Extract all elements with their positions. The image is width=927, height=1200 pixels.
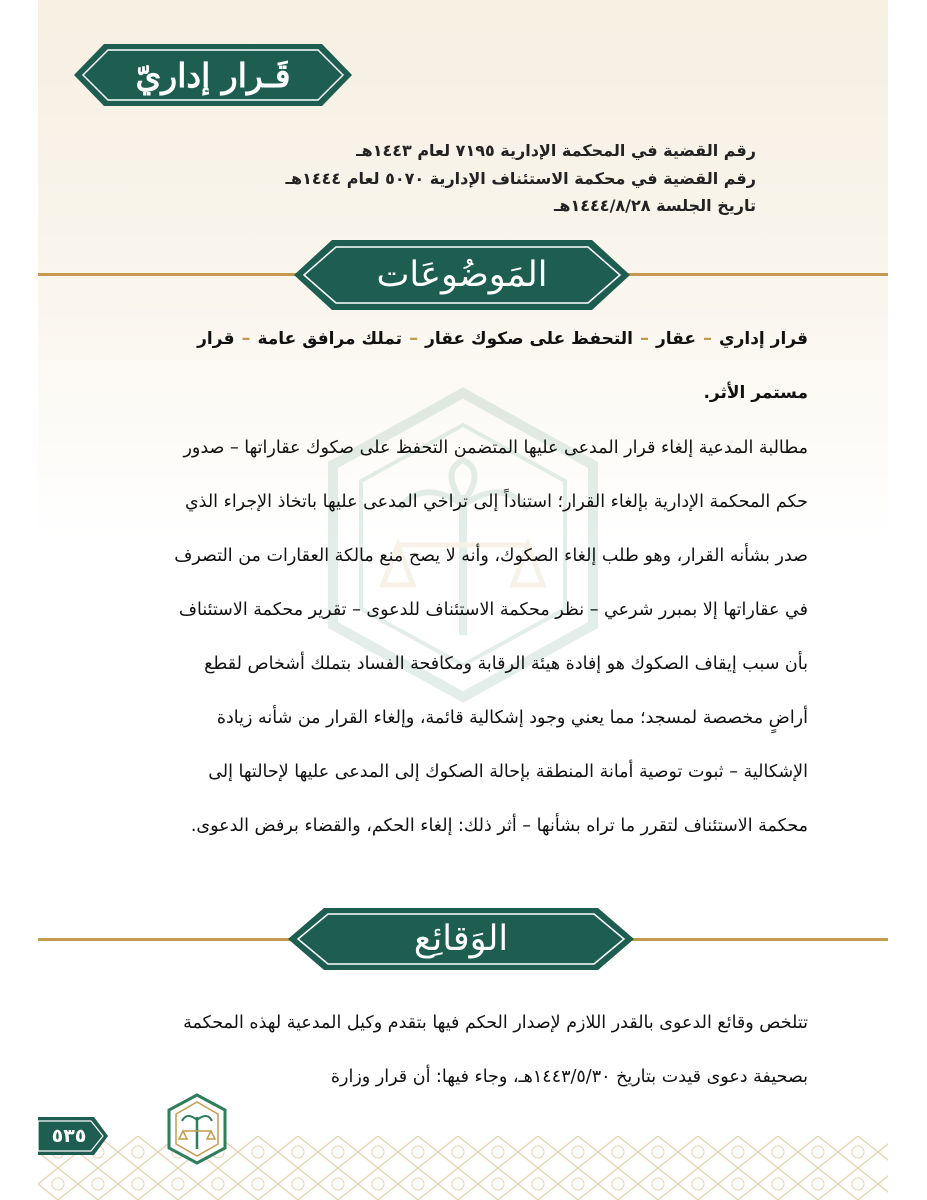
topics-heading: المَوضُوعَات <box>376 255 548 295</box>
facts-heading: الوَقائِع <box>413 919 509 959</box>
facts-text: تتلخص وقائع الدعوى بالقدر اللازم لإصدار الحكم فيها بتقدم وكيل المدعية لهذه المحكمة بصحيفة دعوى قيدت بتاريخ ١٤٤٣/٥/٣٠هـ، وجاء فيها: أن قرار وزارة <box>183 1013 808 1087</box>
topic-item: تملك مرافق عامة <box>257 329 403 349</box>
court-logo-icon <box>166 1093 228 1165</box>
document-type-title: قَـرار إداريّ <box>135 55 291 95</box>
facts-heading-badge <box>286 906 636 972</box>
appeal-case-number: رقم القضية في محكمة الاستئناف الإدارية ٥٠٧٠ لعام ١٤٤٤هـ <box>285 168 756 188</box>
document-type-badge <box>72 42 354 108</box>
court-case-number: رقم القضية في المحكمة الإدارية ٧١٩٥ لعام ١٤٤٣هـ <box>356 141 756 160</box>
page-number-badge <box>38 1117 110 1155</box>
case-metadata <box>136 137 756 220</box>
topic-item: التحفظ على صكوك عقار <box>425 329 633 349</box>
document-page <box>38 0 888 1200</box>
session-date: تاريخ الجلسة ١٤٤٤/٨/٢٨هـ <box>553 196 756 215</box>
topic-item: قرار مستمر الأثر. <box>197 329 808 403</box>
page-number: ٥٣٥ <box>51 1125 87 1147</box>
topic-item: قرار إداري <box>719 329 808 349</box>
topics-heading-badge <box>292 238 632 312</box>
topics-summary: مطالبة المدعية إلغاء قرار المدعى عليها المتضمن التحفظ على صكوك عقاراتها – صدور حكم المحكمة الإدارية بإلغاء القرار؛ استناداً إلى تراخي المدعى عليها باتخاذ الإجراء الذي صدر بشأنه القرار، وهو طلب إلغاء الصكوك، وأنه لا يصح منع مالكة العقارات من التصرف في عقاراتها إلا بمبرر شرعي – نظر محكمة الاستئناف للدعوى – تقرير محكمة الاستئناف بأن سبب إيقاف الصكوك هو إفادة هيئة الرقابة ومكافحة الفساد بتملك أشخاص لقطع أراضٍ مخصصة لمسجد؛ مما يعني وجود إشكالية قائمة، وإلغاء القرار من شأنه زيادة الإشكالية – ثبوت توصية أمانة المنطقة بإحالة الصكوك إلى المدعى عليها لإحالتها إلى محكمة الاستئناف لتقرر ما تراه بشأنها – أثر ذلك: إلغاء الحكم، والقضاء برفض الدعوى. <box>174 438 808 836</box>
topics-keywords: قرار إداري–عقار–التحفظ على صكوك عقار–تملك مرافق عامة–قرار مستمر الأثر. <box>197 328 808 403</box>
topic-item: عقار <box>655 329 697 349</box>
